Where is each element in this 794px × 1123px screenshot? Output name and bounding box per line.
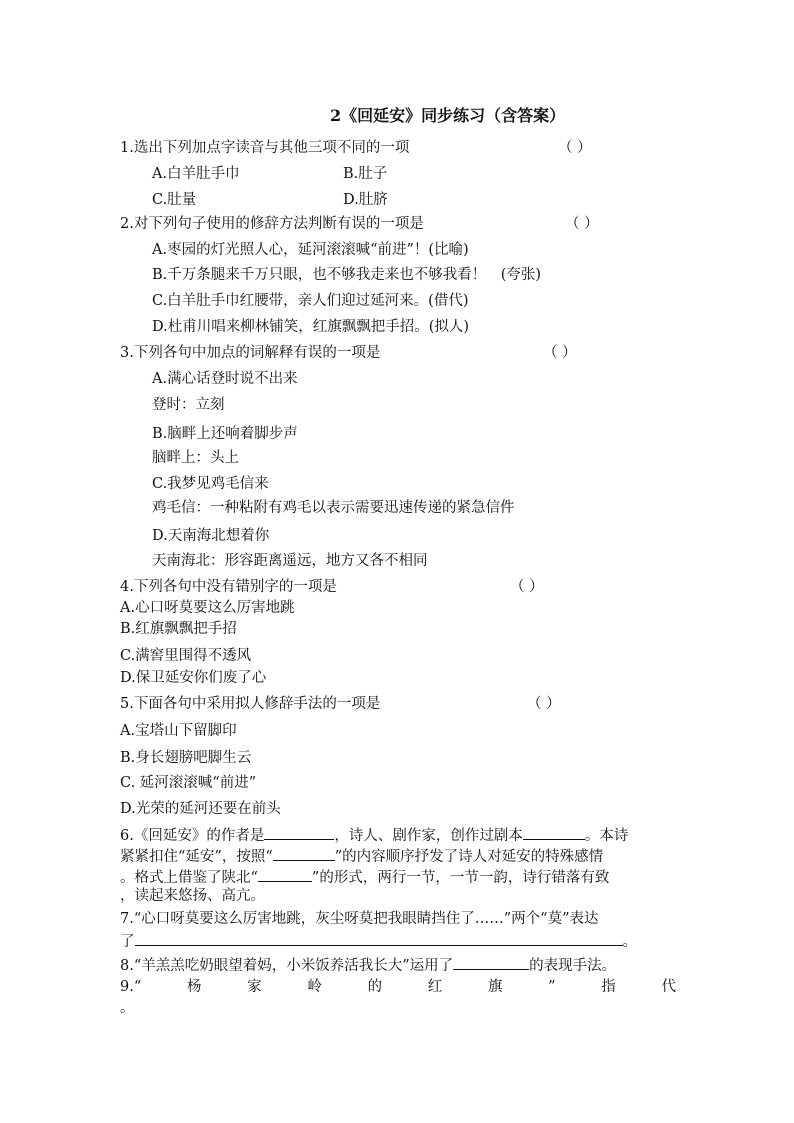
q4-option-b: B.红旗飘飘把手招 [120,621,237,637]
q6-line-2-text-a: 紧紧扣住“延安”，按照“ [120,849,273,865]
q6-line-1-text-a: 6.《回延安》的作者是 [120,828,265,844]
q2-option-c: C.白羊肚手巾红腰带，亲人们迎过延河来。(借代) [152,293,469,309]
q1-answer-paren: （ ） [558,140,592,156]
q5-answer-paren: （ ） [527,696,561,712]
q9-end: 。 [120,1000,135,1016]
q5-option-d: D.光荣的延河还要在前头 [120,801,281,817]
q3-option-d-note: 天南海北：形容距离遥远，地方又各不相同 [152,553,428,569]
q5-option-c: C. 延河滚滚喊“前进” [120,775,257,791]
q5-option-b: B.身长翅膀吧脚生云 [120,750,252,766]
q3-stem: 3.下列各句中加点的词解释有误的一项是 [120,345,381,361]
q9-part: 9.“ [120,979,142,995]
q9-part: 岭 [307,979,322,995]
q2-option-a: A.枣园的灯光照人心，延河滚滚喊“前进”！(比喻) [152,242,469,258]
q7-line-2-text-b: 。 [622,934,637,950]
q9-part: 旗 [487,979,503,995]
q1-option-b: B.肚子 [343,166,388,182]
q3-answer-paren: （ ） [543,345,577,361]
q4-answer-paren: （ ） [510,579,544,595]
q1-option-a: A.白羊肚手巾 [152,166,240,182]
q6-line-3-text-b: ”的形式，两行一节，一节一韵，诗行错落有致 [311,870,610,886]
q7-blank-answer[interactable] [135,929,623,946]
q3-option-c-note: 鸡毛信：一种粘附有鸡毛以表示需要迅速传递的紧急信件 [152,500,515,516]
q9-part: ” [548,979,556,995]
q9-part: 杨 [186,979,202,995]
q3-option-b-note: 脑畔上：头上 [152,450,239,466]
q6-line-3-text-a: 。格式上借鉴了陕北“ [120,870,258,886]
q5-option-a: A.宝塔山下留脚印 [120,723,237,739]
q1-option-c: C.肚量 [152,192,197,208]
q9-part: 代 [661,979,676,995]
q9-part: 红 [427,979,443,995]
q6-line-2 [120,844,603,867]
q6-blank-order[interactable] [273,844,335,861]
q5-stem: 5.下面各句中采用拟人修辞手法的一项是 [120,696,381,712]
q8-text-a: 8.“羊羔羔吃奶眼望着妈，小米饭养活我长大”运用了 [120,958,454,974]
q3-option-a-note: 登时：立刻 [152,397,225,413]
q1-stem: 1.选出下列加点字读音与其他三项不同的一项 [120,140,410,156]
q3-option-c: C.我梦见鸡毛信来 [152,476,269,492]
q6-line-1 [120,823,628,846]
q6-line-2-text-b: ”的内容顺序抒发了诗人对延安的特殊感情 [334,849,604,865]
q2-stem: 2.对下列句子使用的修辞方法判断有误的一项是 [120,216,424,232]
q8-line [120,953,616,976]
q4-option-d: D.保卫延安你们废了心 [120,670,267,686]
q6-blank-form[interactable] [258,865,312,882]
q8-text-b: 的表现手法。 [529,958,617,974]
q9-part: 家 [247,979,262,995]
q7-line-2-text-a: 了 [120,934,135,950]
page-title: 2《回延安》同步练习（含答案） [330,106,566,125]
q2-option-b: B.千万条腿来千万只眼，也不够我走来也不够我看！ (夸张) [152,267,542,283]
q6-line-3 [120,865,609,888]
q3-option-a: A.满心话登时说不出来 [152,371,298,387]
q9-part: 指 [601,979,616,995]
q4-option-a: A.心口呀莫要这么厉害地跳 [120,600,295,616]
q6-line-4: ，读起来悠扬、高亢。 [120,888,265,904]
q7-line-1: 7.“心口呀莫要这么厉害地跳，灰尘呀莫把我眼睛挡住了……”两个“莫”表达 [120,911,599,927]
q8-blank-technique[interactable] [453,953,529,970]
q9-line [120,977,676,997]
q6-line-1-text-b: ，诗人、剧作家，创作过剧本 [334,828,523,844]
q6-line-1-text-c: 。本诗 [584,828,629,844]
q3-option-b: B.脑畔上还响着脚步声 [152,426,298,442]
q6-blank-author[interactable] [264,823,334,840]
q2-answer-paren: （ ） [565,216,599,232]
q4-option-c: C.满窖里围得不透风 [120,648,252,664]
q1-option-d: D.肚脐 [343,192,388,208]
q4-stem: 4.下列各句中没有错别字的一项是 [120,579,337,595]
q9-part: 的 [367,979,383,995]
q6-blank-play[interactable] [523,823,585,840]
q7-line-2 [120,929,637,952]
q2-option-d: D.杜甫川唱来柳林铺笑，红旗飘飘把手招。(拟人) [152,319,470,335]
q3-option-d: D.天南海北想着你 [152,528,270,544]
